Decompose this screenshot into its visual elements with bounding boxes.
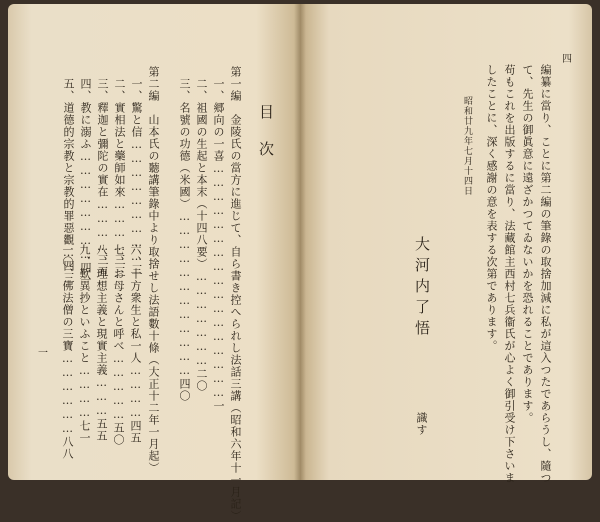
signature-suffix: 識す	[415, 412, 428, 436]
toc-entry: 八、理想主義と現實主義………五五	[95, 244, 108, 442]
preface-date: 昭和廿九年七月十四日	[462, 96, 472, 196]
contents-title: 目次	[257, 104, 275, 178]
author-signature: 大河内了悟	[413, 236, 431, 341]
preface-line: したことに、深く感謝の意を表する次第であります。	[485, 64, 498, 352]
preface-line: 編纂に當り、ことに第二編の筆錄の取捨加減に私が這入つたであらうし、隨つ	[539, 64, 552, 484]
toc-entry: 一、郷向の一喜……………………………………………一	[212, 78, 225, 412]
toc-entry: 四、教に溺ふ……………………四一	[79, 78, 92, 286]
page-number: 四	[562, 54, 572, 65]
toc-entry: 第一編 金陵氏の當方に進じて、自ら書き控へられし法話三講（昭和六年十一月記）	[229, 66, 242, 522]
toc-entry: 二、實相法と藥師如來…………三三	[113, 78, 126, 278]
book-gutter	[294, 4, 306, 480]
toc-entry: 七、お母さんと呼べ……………五〇	[112, 244, 125, 446]
right-page-preface	[300, 4, 592, 484]
preface-line: て、先生の御眞意に遠ざかつてゐないかを恐れることであります。	[521, 64, 534, 424]
toc-entry: 二、祖國の生起と本末（十四八要）…………………二〇	[195, 78, 208, 392]
toc-entry: 一〇、佛法僧の三寶………………八八	[61, 244, 74, 460]
preface-line: 苟もこれを出版するに當り、法藏館主西村七兵衞氏が心よく御引受け下さいま	[503, 64, 516, 484]
toc-entry: 一、驚と信………………………三	[130, 78, 143, 276]
open-book	[8, 4, 592, 522]
left-page-contents	[8, 4, 300, 522]
toc-entry: 九、歎異抄といふこと…………七一	[78, 244, 91, 444]
toc-entry: 三、釋迦と彌陀の實在…………三五	[96, 78, 109, 278]
toc-entry: 第二編 山本氏の聽講筆錄中より取捨せし法語數十條（大正十二年一月起）	[147, 66, 160, 474]
toc-entry: 三、名號の功德（米國）………………………………四〇	[178, 78, 191, 402]
page-number: 一	[38, 348, 48, 359]
toc-entry: 五、道德的宗教と宗教的罪惡觀…四三	[62, 78, 75, 284]
toc-entry: 六、十方衆生と私一人…………四五	[129, 244, 142, 444]
